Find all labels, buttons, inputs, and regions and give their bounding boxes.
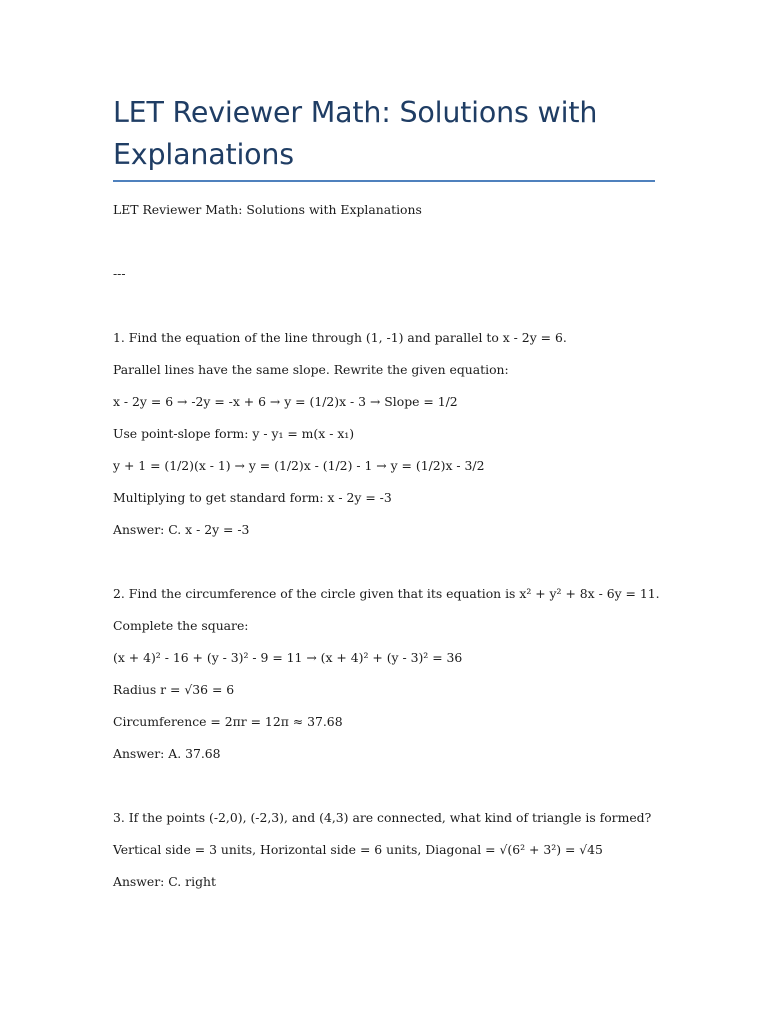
solution-line: Parallel lines have the same slope. Rewrite the given equation: — [113, 362, 509, 377]
solution-line: x - 2y = 6 → -2y = -x + 6 → y = (1/2)x - 3 → Slope = 1/2 — [113, 394, 458, 409]
question-3: 3. If the points (-2,0), (-2,3), and (4,3) are connected, what kind of triangle is formed? — [113, 810, 652, 825]
question-1: 1. Find the equation of the line through (1, -1) and parallel to x - 2y = 6. — [113, 330, 567, 345]
answer-3: Answer: C. right — [113, 874, 216, 889]
title-underline — [113, 180, 655, 182]
answer-1: Answer: C. x - 2y = -3 — [113, 522, 250, 537]
question-2: 2. Find the circumference of the circle given that its equation is x² + y² + 8x - 6y = 11. — [113, 586, 660, 601]
answer-2: Answer: A. 37.68 — [113, 746, 221, 761]
document-page — [113, 92, 655, 182]
solution-line: Vertical side = 3 units, Horizontal side = 6 units, Diagonal = √(6² + 3²) = √45 — [113, 842, 603, 857]
solution-line: Use point-slope form: y - y₁ = m(x - x₁) — [113, 426, 355, 441]
solution-line: Multiplying to get standard form: x - 2y = -3 — [113, 490, 392, 505]
solution-line: Radius r = √36 = 6 — [113, 682, 235, 697]
document-title: LET Reviewer Math: Solutions with Explanations — [113, 96, 598, 171]
subtitle-line: LET Reviewer Math: Solutions with Explanations — [113, 202, 422, 217]
solution-line: Complete the square: — [113, 618, 249, 633]
solution-line: y + 1 = (1/2)(x - 1) → y = (1/2)x - (1/2) - 1 → y = (1/2)x - 3/2 — [113, 458, 485, 473]
solution-line: (x + 4)² - 16 + (y - 3)² - 9 = 11 → (x + 4)² + (y - 3)² = 36 — [113, 650, 463, 665]
solution-line: Circumference = 2πr = 12π ≈ 37.68 — [113, 714, 343, 729]
separator-line: --- — [113, 266, 126, 281]
